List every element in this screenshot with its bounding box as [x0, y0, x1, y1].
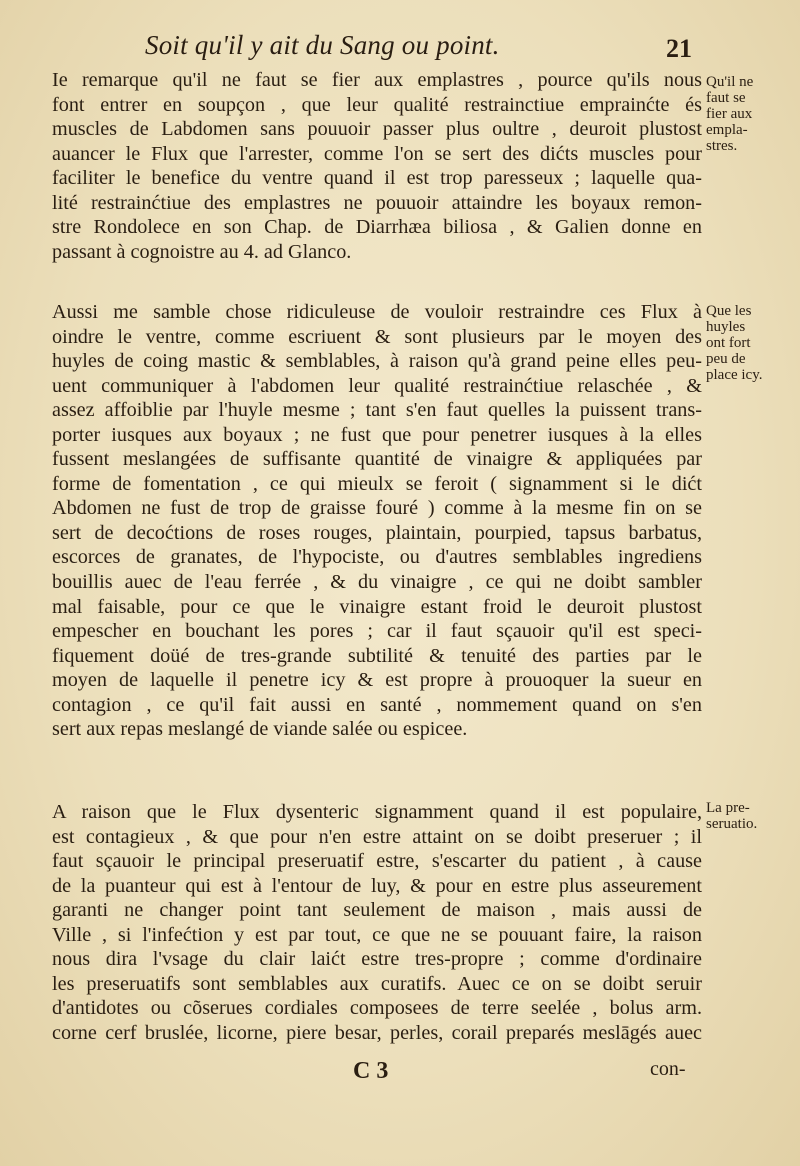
running-title: Soit qu'il y ait du Sang ou point. [145, 30, 500, 60]
text-line: escorces de granates, de l'hypociste, ou d'autres semblables ingrediens [52, 546, 702, 569]
text-line: moyen de laquelle il penetre icy & est propre à prouoquer la sueur en [52, 669, 702, 692]
text-line: sert de decoćtions de roses rouges, plaintain, pourpied, tapsus barbatus, [52, 521, 702, 544]
marginal-note-1 [706, 74, 798, 154]
text-line: fiquement doüé de tres-grande subtilité & tenuité des parties par le [52, 644, 702, 667]
text-line: est contagieux , & que pour n'en estre attaint on se doibt preseruer ; il [52, 825, 702, 848]
text-line: mal faisable, pour ce que le vinaigre estant froid le deuroit plustost [52, 595, 702, 618]
text-line: fussent meslangées de suffisante quantité de vinaigre & appliquées par [52, 448, 702, 471]
marginal-line: ont fort [706, 335, 751, 351]
text-line: empescher en bouchant les pores ; car il faut sçauoir qu'il est speci- [52, 620, 702, 643]
text-line: passant à cognoistre au 4. ad Glanco. [52, 240, 352, 263]
marginal-line: empla- [706, 122, 748, 138]
text-line: huyles de coing mastic & semblables, à raison qu'à grand peine elles peu- [52, 350, 702, 373]
paragraph-1 [52, 68, 702, 264]
text-line: muscles de Labdomen sans pouuoir passer plus oultre , deuroit plustost [52, 118, 702, 141]
text-line: stre Rondolece en son Chap. de Diarrhæa biliosa , & Galien donne en [52, 216, 702, 239]
signature-mark: C 3 [353, 1058, 389, 1084]
marginal-line: La pre- [706, 800, 750, 816]
text-line: sert aux repas meslangé de viande salée ou espicee. [52, 718, 468, 741]
page-number: 21 [666, 34, 692, 63]
text-line: font entrer en soupçon , que leur qualité restrainctiue emprainćte és [52, 93, 702, 116]
text-line: nous dira l'vsage du clair laićt estre tres-propre ; comme d'ordinaire [52, 948, 702, 971]
text-line: garanti ne changer point tant seulement de maison , mais aussi de [52, 899, 702, 922]
marginal-line: faut se [706, 90, 746, 106]
text-line: Ie remarque qu'il ne faut se fier aux emplastres , pource qu'ils nous [52, 69, 702, 91]
text-line: lité restrainćtiue des emplastres ne pouuoir attaindre les boyaux remon- [52, 191, 702, 214]
text-line: assez affoiblie par l'huyle mesme ; tant s'en faut quelles la puissent trans- [52, 399, 702, 422]
text-line: d'antidotes ou cõserues cordiales composees de terre seelée , bolus arm. [52, 997, 702, 1020]
paragraph-3 [52, 800, 702, 1045]
text-line: auancer le Flux que l'arrester, comme l'on se sert des dićts muscles pour [52, 142, 702, 165]
text-line: A raison que le Flux dysenteric signamment quand il est populaire, [52, 801, 702, 823]
text-line: Abdomen ne fust de trop de graisse fouré ) comme à la mesme fin on se [52, 497, 702, 520]
text-line: Ville , si l'infećtion y est par tout, ce que ne se pouuant faire, la raison [52, 923, 702, 946]
text-line: uent communiquer à l'abdomen leur qualité restrainćtiue relaschée , & [52, 374, 702, 397]
marginal-line: fier aux [706, 106, 753, 122]
catchword: con- [650, 1058, 686, 1080]
marginal-note-2 [706, 303, 798, 383]
marginal-note-3 [706, 800, 798, 832]
text-line: bouillis auec de l'eau ferrée , & du vinaigre , ce qui ne doibt sambler [52, 571, 702, 594]
marginal-line: huyles [706, 319, 746, 335]
text-line: forme de fomentation , ce qui mieulx se feroit ( signamment si le dićt [52, 472, 702, 495]
text-line: porter iusques aux boyaux ; ne fust que pour penetrer iusques à la elles [52, 423, 702, 446]
marginal-line: place icy. [706, 367, 763, 383]
paragraph-2 [52, 300, 702, 742]
marginal-line: seruatio. [706, 816, 758, 832]
text-line: les preseruatifs sont semblables aux curatifs. Auec ce on se doibt seruir [52, 972, 702, 995]
marginal-line: Qu'il ne [706, 74, 754, 90]
marginal-line: peu de [706, 351, 746, 367]
text-line: corne cerf bruslée, licorne, piere besar, perles, corail preparés meslāgés auec [52, 1021, 702, 1044]
text-line: de la puanteur qui est à l'entour de luy, & pour en estre plus asseurement [52, 874, 702, 897]
marginal-line: stres. [706, 138, 738, 154]
text-line: oindre le ventre, comme escriuent & sont plusieurs par le moyen des [52, 325, 702, 348]
text-line: faciliter le benefice du ventre quand il est trop paresseux ; laquelle qua- [52, 167, 702, 190]
text-line: faut sçauoir le principal preseruatif estre, s'escarter du patient , à cause [52, 850, 702, 873]
text-line: Aussi me samble chose ridiculeuse de vouloir restraindre ces Flux à [52, 301, 702, 323]
text-line: contagion , ce qu'il fait aussi en santé , nommement quand on s'en [52, 693, 702, 716]
marginal-line: Que les [706, 303, 752, 319]
